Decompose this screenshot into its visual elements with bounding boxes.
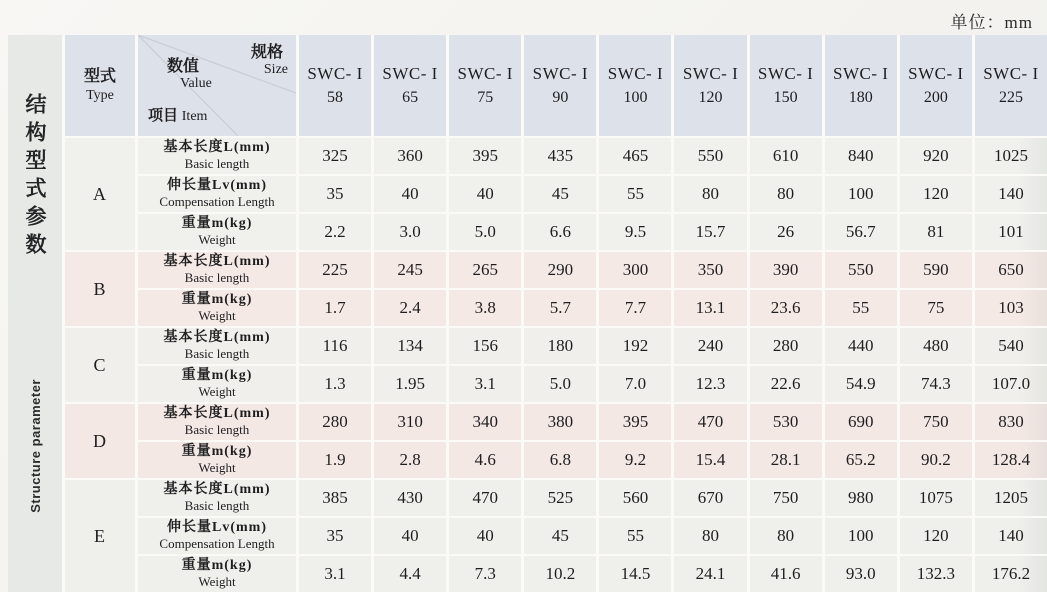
- value-cell: 2.2: [299, 214, 371, 250]
- value-cell: 265: [449, 252, 521, 288]
- value-cell: 1.9: [299, 442, 371, 478]
- value-cell: 525: [524, 480, 596, 516]
- value-cell: 560: [599, 480, 671, 516]
- item-label-en: Weight: [198, 231, 236, 247]
- swc-size-label: 225: [998, 89, 1023, 107]
- value-cell: 395: [449, 138, 521, 174]
- value-cell: 480: [900, 328, 972, 364]
- value-cell: 100: [825, 518, 897, 554]
- value-cell: 4.4: [374, 556, 446, 592]
- value-cell: 35: [299, 176, 371, 212]
- item-label-en: Weight: [198, 573, 236, 589]
- value-cell: 3.8: [449, 290, 521, 326]
- value-cell: 540: [975, 328, 1047, 364]
- value-cell: 7.3: [449, 556, 521, 592]
- value-cell: 28.1: [750, 442, 822, 478]
- value-cell: 74.3: [900, 366, 972, 402]
- column-header-swc-58: [299, 35, 371, 136]
- value-cell: 93.0: [825, 556, 897, 592]
- value-cell: 10.2: [524, 556, 596, 592]
- value-cell: 830: [975, 404, 1047, 440]
- value-cell: 4.6: [449, 442, 521, 478]
- value-cell: 385: [299, 480, 371, 516]
- item-label-zh: 基本长度L(mm): [163, 140, 271, 156]
- item-label-zh: 重量m(kg): [181, 558, 253, 574]
- size-label-zh: 规格: [250, 44, 283, 61]
- item-label-en: Weight: [198, 383, 236, 399]
- value-cell: 23.6: [750, 290, 822, 326]
- value-cell: 180: [524, 328, 596, 364]
- swc-size-label: 90: [552, 89, 569, 107]
- item-label-zh: 伸长量Lv(mm): [167, 520, 267, 536]
- value-cell: 3.1: [299, 556, 371, 592]
- value-cell: 225: [299, 252, 371, 288]
- value-axis-label: [154, 57, 212, 93]
- value-cell: 690: [825, 404, 897, 440]
- type-column-header: [65, 35, 135, 136]
- item-label-en: Weight: [198, 307, 236, 323]
- value-cell: 550: [674, 138, 746, 174]
- item-label-cell: [138, 366, 296, 402]
- value-cell: 80: [750, 518, 822, 554]
- value-cell: 24.1: [674, 556, 746, 592]
- value-cell: 14.5: [599, 556, 671, 592]
- item-label-en: Basic length: [184, 345, 250, 361]
- item-label-zh: 重量m(kg): [181, 444, 253, 460]
- value-cell: 435: [524, 138, 596, 174]
- item-label-cell: [138, 442, 296, 478]
- value-cell: 590: [900, 252, 972, 288]
- item-label-cell: [138, 138, 296, 174]
- value-cell: 280: [750, 328, 822, 364]
- value-cell: 120: [900, 176, 972, 212]
- type-cell-B: B: [65, 252, 135, 326]
- column-header-swc-65: [374, 35, 446, 136]
- value-cell: 15.7: [674, 214, 746, 250]
- value-cell: 750: [900, 404, 972, 440]
- value-cell: 550: [825, 252, 897, 288]
- swc-model-label: SWC- I: [532, 63, 589, 83]
- column-header-swc-90: [524, 35, 596, 136]
- item-label-cell: [138, 214, 296, 250]
- value-cell: 9.2: [599, 442, 671, 478]
- item-label-en: Item: [181, 109, 208, 125]
- value-cell: 45: [524, 518, 596, 554]
- value-cell: 650: [975, 252, 1047, 288]
- value-cell: 360: [374, 138, 446, 174]
- swc-model-label: SWC- I: [908, 63, 964, 83]
- value-cell: 390: [750, 252, 822, 288]
- value-cell: 240: [674, 328, 746, 364]
- value-cell: 55: [599, 518, 671, 554]
- value-cell: 40: [449, 176, 521, 212]
- value-cell: 6.6: [524, 214, 596, 250]
- swc-model-label: SWC- I: [757, 63, 814, 83]
- sidebar-title-en: Structure parameter: [27, 379, 43, 513]
- swc-size-label: 200: [923, 89, 948, 107]
- sidebar-title-zh: 结构型式参数: [23, 93, 47, 261]
- type-cell-D: D: [65, 404, 135, 478]
- value-cell: 5.0: [524, 366, 596, 402]
- value-cell: 2.4: [374, 290, 446, 326]
- value-cell: 290: [524, 252, 596, 288]
- value-cell: 107.0: [975, 366, 1047, 402]
- value-label-en: Value: [180, 76, 212, 92]
- value-cell: 176.2: [975, 556, 1047, 592]
- item-label-zh: 重量m(kg): [181, 368, 253, 384]
- value-cell: 310: [374, 404, 446, 440]
- value-cell: 75: [900, 290, 972, 326]
- value-cell: 15.4: [674, 442, 746, 478]
- item-label-cell: [138, 404, 296, 440]
- value-cell: 920: [900, 138, 972, 174]
- swc-model-label: SWC- I: [382, 63, 438, 83]
- value-cell: 245: [374, 252, 446, 288]
- item-label-zh: 基本长度L(mm): [163, 482, 271, 498]
- swc-model-label: SWC- I: [457, 63, 513, 83]
- value-cell: 395: [599, 404, 671, 440]
- type-cell-A: A: [65, 138, 135, 250]
- value-cell: 300: [599, 252, 671, 288]
- item-label-cell: [138, 252, 296, 288]
- value-cell: 6.8: [524, 442, 596, 478]
- value-cell: 1.3: [299, 366, 371, 402]
- sidebar-category-cell: [8, 35, 62, 592]
- item-label-zh: 基本长度L(mm): [163, 406, 271, 422]
- value-cell: 7.0: [599, 366, 671, 402]
- swc-size-label: 100: [623, 89, 648, 107]
- type-header-en: Type: [86, 87, 114, 103]
- value-cell: 41.6: [750, 556, 822, 592]
- unit-label: 单位：mm: [950, 13, 1033, 32]
- value-cell: 1.95: [374, 366, 446, 402]
- value-cell: 980: [825, 480, 897, 516]
- value-cell: 45: [524, 176, 596, 212]
- value-cell: 54.9: [825, 366, 897, 402]
- size-label-en: Size: [263, 62, 288, 78]
- swc-size-label: 58: [327, 89, 344, 107]
- value-cell: 80: [750, 176, 822, 212]
- value-cell: 22.6: [750, 366, 822, 402]
- item-label-cell: [138, 176, 296, 212]
- swc-model-label: SWC- I: [607, 63, 664, 83]
- value-cell: 103: [975, 290, 1047, 326]
- value-cell: 132.3: [900, 556, 972, 592]
- value-cell: 340: [449, 404, 521, 440]
- value-cell: 55: [599, 176, 671, 212]
- item-label-cell: [138, 480, 296, 516]
- value-label-zh: 数值: [166, 58, 199, 75]
- item-label-zh: 伸长量Lv(mm): [167, 178, 267, 194]
- item-label-en: Basic length: [184, 155, 250, 171]
- value-cell: 40: [374, 176, 446, 212]
- value-cell: 100: [825, 176, 897, 212]
- item-label-en: Weight: [198, 459, 236, 475]
- value-cell: 56.7: [825, 214, 897, 250]
- swc-model-label: SWC- I: [307, 63, 363, 83]
- swc-size-label: 65: [402, 89, 419, 107]
- value-cell: 840: [825, 138, 897, 174]
- column-header-swc-75: [449, 35, 521, 136]
- item-label-en: Basic length: [184, 269, 250, 285]
- value-cell: 1075: [900, 480, 972, 516]
- swc-size-label: 120: [698, 89, 723, 107]
- value-cell: 610: [750, 138, 822, 174]
- item-label-en: Basic length: [184, 497, 250, 513]
- item-label-zh: 基本长度L(mm): [163, 254, 271, 270]
- value-cell: 325: [299, 138, 371, 174]
- value-cell: 35: [299, 518, 371, 554]
- value-cell: 1205: [975, 480, 1047, 516]
- item-axis-label: [148, 107, 207, 126]
- item-label-en: Basic length: [184, 421, 250, 437]
- value-cell: 750: [750, 480, 822, 516]
- type-cell-E: E: [65, 480, 135, 592]
- value-cell: 7.7: [599, 290, 671, 326]
- value-cell: 350: [674, 252, 746, 288]
- item-label-zh: 重量m(kg): [181, 292, 253, 308]
- swc-model-label: SWC- I: [682, 63, 739, 83]
- value-cell: 5.0: [449, 214, 521, 250]
- value-cell: 134: [374, 328, 446, 364]
- diagonal-header-cell: [138, 35, 296, 136]
- value-cell: 81: [900, 214, 972, 250]
- size-axis-label: [246, 43, 288, 79]
- value-cell: 128.4: [975, 442, 1047, 478]
- column-header-swc-120: [674, 35, 746, 136]
- value-cell: 12.3: [674, 366, 746, 402]
- item-label-zh: 项目: [148, 108, 179, 125]
- value-cell: 65.2: [825, 442, 897, 478]
- swc-model-label: SWC- I: [833, 63, 889, 83]
- value-cell: 3.1: [449, 366, 521, 402]
- column-header-swc-150: [750, 35, 822, 136]
- value-cell: 192: [599, 328, 671, 364]
- value-cell: 530: [750, 404, 822, 440]
- value-cell: 430: [374, 480, 446, 516]
- value-cell: 140: [975, 518, 1047, 554]
- value-cell: 80: [674, 176, 746, 212]
- structure-parameter-table: [8, 35, 1047, 592]
- column-header-swc-180: [825, 35, 897, 136]
- value-cell: 380: [524, 404, 596, 440]
- item-label-cell: [138, 518, 296, 554]
- value-cell: 470: [674, 404, 746, 440]
- swc-size-label: 180: [848, 89, 873, 107]
- value-cell: 465: [599, 138, 671, 174]
- item-label-en: Compensation Length: [159, 535, 275, 551]
- value-cell: 5.7: [524, 290, 596, 326]
- swc-size-label: 150: [773, 89, 798, 107]
- value-cell: 90.2: [900, 442, 972, 478]
- item-label-en: Compensation Length: [159, 193, 275, 209]
- value-cell: 9.5: [599, 214, 671, 250]
- value-cell: 1.7: [299, 290, 371, 326]
- value-cell: 55: [825, 290, 897, 326]
- value-cell: 120: [900, 518, 972, 554]
- swc-model-label: SWC- I: [983, 63, 1039, 83]
- item-label-cell: [138, 556, 296, 592]
- value-cell: 26: [750, 214, 822, 250]
- value-cell: 116: [299, 328, 371, 364]
- item-label-cell: [138, 290, 296, 326]
- item-label-cell: [138, 328, 296, 364]
- value-cell: 40: [374, 518, 446, 554]
- column-header-swc-100: [599, 35, 671, 136]
- value-cell: 2.8: [374, 442, 446, 478]
- value-cell: 670: [674, 480, 746, 516]
- value-cell: 1025: [975, 138, 1047, 174]
- column-header-swc-225: [975, 35, 1047, 136]
- type-header-zh: 型式: [83, 67, 116, 85]
- swc-size-label: 75: [477, 89, 494, 107]
- value-cell: 280: [299, 404, 371, 440]
- value-cell: 40: [449, 518, 521, 554]
- value-cell: 156: [449, 328, 521, 364]
- item-label-zh: 基本长度L(mm): [163, 330, 271, 346]
- column-header-swc-200: [900, 35, 972, 136]
- value-cell: 470: [449, 480, 521, 516]
- item-label-zh: 重量m(kg): [181, 216, 253, 232]
- type-cell-C: C: [65, 328, 135, 402]
- value-cell: 3.0: [374, 214, 446, 250]
- value-cell: 440: [825, 328, 897, 364]
- value-cell: 101: [975, 214, 1047, 250]
- value-cell: 140: [975, 176, 1047, 212]
- value-cell: 13.1: [674, 290, 746, 326]
- value-cell: 80: [674, 518, 746, 554]
